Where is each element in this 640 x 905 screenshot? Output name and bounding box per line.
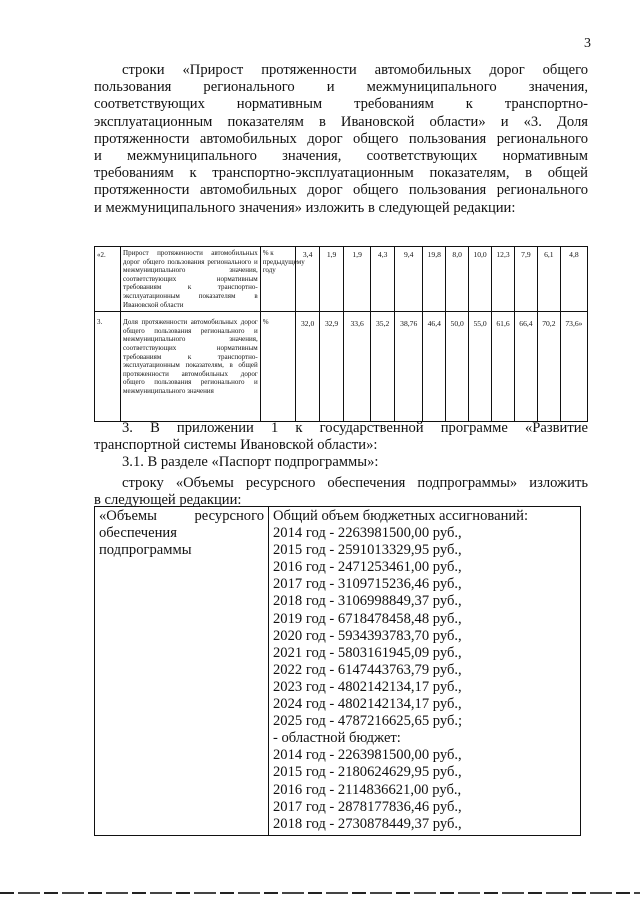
value-cell: 38,76 (395, 312, 423, 422)
value-cell: 4,3 (371, 247, 395, 312)
table-row (95, 247, 588, 312)
table-row (95, 312, 588, 422)
indicators-table (94, 246, 588, 422)
resource-line: - областной бюджет: (273, 730, 401, 747)
value-cell: 66,4 (514, 312, 537, 422)
value-cell: 7,9 (514, 247, 537, 312)
value-cell: 73,6» (560, 312, 587, 422)
page-number: 3 (584, 36, 591, 51)
resource-line: 2016 год - 2471253461,00 руб., (273, 559, 462, 576)
intro-line: требованиям к транспортно-эксплуатационным показателям, в общей (94, 165, 588, 182)
resource-line: Общий объем бюджетных ассигнований: (273, 508, 529, 524)
intro-line: строки «Прирост протяженности автомобильных дорог общего (122, 62, 588, 78)
resource-line: 2023 год - 4802142134,17 руб., (273, 678, 462, 695)
resource-line: 2019 год - 6718478458,48 руб., (273, 610, 462, 627)
intro-line: и межмуниципального значения» изложить в следующей редакции: (94, 199, 516, 216)
section3-line: транспортной системы Ивановской области»: (94, 437, 378, 454)
scan-edge-divider (0, 892, 640, 894)
resource-line: 2021 год - 5803161945,09 руб., (273, 644, 462, 661)
intro-line: эксплуатационным показателям в Ивановской области» и «3. Доля (94, 113, 588, 130)
value-cell: 3,4 (296, 247, 320, 312)
resource-line: 2020 год - 5934393783,70 руб., (273, 627, 462, 644)
value-cell: 70,2 (537, 312, 560, 422)
row-number: «2. (95, 247, 121, 312)
resource-line: 2014 год - 2263981500,00 руб., (273, 747, 462, 764)
resource-table (94, 506, 581, 836)
value-cell: 4,8 (560, 247, 587, 312)
intro-line: протяженности автомобильных дорог общего пользования регионального (94, 182, 588, 199)
resource-line: 2016 год - 2114836621,00 руб., (273, 781, 462, 798)
intro-line: пользования регионального и межмуниципального значения, (94, 79, 588, 96)
table-row (95, 507, 581, 836)
resource-line: 2015 год - 2591013329,95 руб., (273, 542, 462, 559)
indicator-unit: % к предыдущему году (260, 247, 295, 312)
value-cell: 50,0 (446, 312, 469, 422)
value-cell: 32,9 (320, 312, 344, 422)
value-cell: 1,9 (320, 247, 344, 312)
value-cell: 33,6 (344, 312, 371, 422)
value-cell: 55,0 (469, 312, 492, 422)
indicator-name: Прирост протяженности автомобильных дорог общего пользования регионального и межмуниципального значения, соответствующих нормативным требованиям к транспортно-эксплуатационным показателям в Ивановской области (121, 247, 261, 312)
value-cell: 8,0 (446, 247, 469, 312)
value-cell: 6,1 (537, 247, 560, 312)
intro-line: соответствующих нормативным требованиям к транспортно- (94, 96, 588, 113)
intro-line: и межмуниципального значения, соответствующих нормативным (94, 148, 588, 165)
section3-paragraph (94, 420, 588, 509)
resource-values (269, 507, 581, 836)
value-cell: 9,4 (395, 247, 423, 312)
section3-subheading: 3.1. В разделе «Паспорт подпрограммы»: (122, 454, 379, 471)
value-cell: 61,6 (492, 312, 515, 422)
resource-line: 2025 год - 4787216625,65 руб.; (273, 713, 463, 730)
resource-line: 2018 год - 2730878449,37 руб., (273, 815, 462, 832)
intro-line: протяженности автомобильных дорог общего пользования регионального (94, 130, 588, 147)
resource-line: 2017 год - 2878177836,46 руб., (273, 798, 462, 815)
value-cell: 35,2 (371, 312, 395, 422)
value-cell: 19,8 (423, 247, 446, 312)
value-cell: 10,0 (469, 247, 492, 312)
section3-line: 3. В приложении 1 к государственной программе «Развитие (122, 420, 588, 436)
indicator-unit: % (260, 312, 295, 422)
resource-line: 2018 год - 3106998849,37 руб., (273, 593, 462, 610)
intro-paragraph (94, 62, 588, 217)
section3-line: строку «Объемы ресурсного обеспечения подпрограммы» изложить (122, 474, 588, 491)
section3-line: в следующей редакции: (94, 491, 242, 508)
resource-line: 2015 год - 2180624629,95 руб., (273, 764, 462, 781)
resource-line: 2014 год - 2263981500,00 руб., (273, 525, 462, 542)
indicator-name: Доля протяженности автомобильных дорог общего пользования регионального и межмуниципального значения, соответствующих нормативным требованиям к транспортно-эксплуатационным показателям, в общей протяженности автомобильных дорог общего пользования регионального и межмуниципального значения (121, 312, 261, 422)
resource-line: 2022 год - 6147443763,79 руб., (273, 661, 462, 678)
resource-line: 2017 год - 3109715236,46 руб., (273, 576, 462, 593)
value-cell: 1,9 (344, 247, 371, 312)
value-cell: 32,0 (296, 312, 320, 422)
value-cell: 46,4 (423, 312, 446, 422)
value-cell: 12,3 (492, 247, 515, 312)
resource-line: 2024 год - 4802142134,17 руб., (273, 696, 462, 713)
row-number: 3. (95, 312, 121, 422)
resource-label: «Объемы ресурсного обеспечения подпрограммы (95, 507, 269, 836)
